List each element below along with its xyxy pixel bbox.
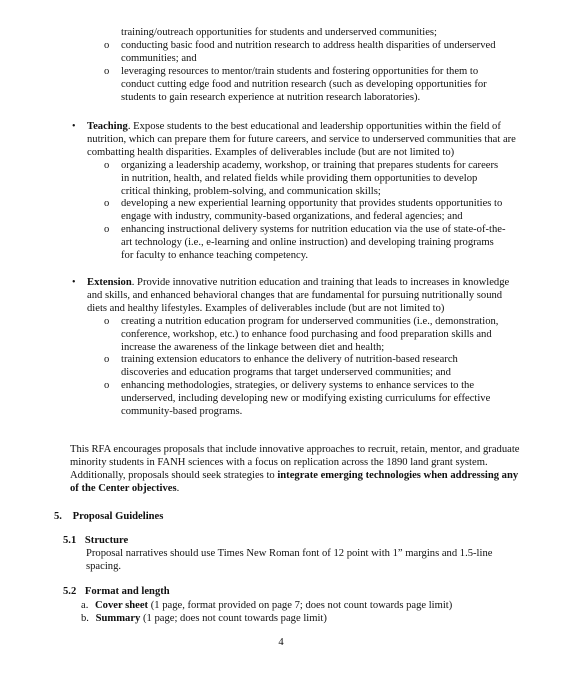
list-marker: o	[104, 39, 110, 51]
list-item-text: conducting basic food and nutrition research to address health disparities of underserved communities; and	[121, 39, 496, 64]
list-marker: o	[104, 380, 110, 392]
rfa-end: .	[176, 482, 180, 494]
list-item-text: creating a nutrition education program for underserved communities (i.e., demonstration, conference, workshop, etc.) to enhance food purchasing and food preparation skills and increase the awareness of the linkage between diet and health;	[121, 315, 499, 353]
list-item	[0, 66, 508, 105]
list-marker: o	[104, 354, 110, 366]
format-list	[81, 600, 521, 626]
section-title: Format and length	[84, 586, 170, 597]
list-item	[0, 380, 508, 419]
teaching-intro-text: . Expose students to the best educational and leadership opportunities within the field of nutrition, which can prepare them for future careers, and service to underserved communities that are combatting health disparities. Examples of deliverables include (but are not limited to)	[87, 121, 516, 158]
list-item-text: enhancing methodologies, strategies, or delivery systems to enhance services to the underserved, including developing new or modifying existing curriculums for effective community-based programs.	[121, 380, 491, 418]
page-number: 4	[278, 637, 284, 648]
list-item-text: organizing a leadership academy, workshop, or training that prepares students for careers in nutrition, health, and related fields while providing them opportunities to develop critical thinking, problem-solving, and communication skills;	[121, 159, 499, 197]
extension-section	[0, 277, 562, 419]
section-heading-5-2	[63, 586, 170, 599]
list-item	[0, 316, 508, 355]
rfa-text: This RFA encourages proposals that include innovative approaches to recruit, retain, mentor, and graduate minority students in FANH sciences with a focus on replication across the 1890 land grant system. Additionally, proposals should seek strategies to	[70, 444, 520, 481]
list-item	[81, 600, 521, 613]
section-title: Structure	[84, 535, 129, 546]
list-marker: b.	[81, 612, 89, 624]
list-marker: o	[104, 159, 110, 171]
list-marker: o	[104, 224, 110, 236]
section-heading-5	[54, 511, 163, 524]
section-heading-5-1	[63, 535, 128, 548]
list-item-text: (1 page; does not count towards page limit)	[140, 612, 327, 624]
list-item	[0, 224, 508, 263]
list-item	[0, 198, 508, 224]
section-title: Proposal Guidelines	[72, 511, 164, 522]
list-item-text: (1 page, format provided on page 7; does not count towards page limit)	[148, 600, 453, 611]
bullet-icon: •	[72, 277, 76, 288]
list-item	[0, 160, 508, 199]
list-item-bold: Cover sheet	[95, 600, 149, 611]
list-item-text: leveraging resources to mentor/train students and fostering opportunities for them to conduct cutting edge food and nutrition research (such as developing opportunities for students to gain research experience at nutrition research laboratories).	[121, 65, 487, 103]
rfa-paragraph	[70, 444, 520, 496]
list-item-text: developing a new experiential learning opportunity that provides students opportunities to engage with industry, community-based organizations, and federal agencies; and	[121, 198, 503, 223]
structure-paragraph: Proposal narratives should use Times New Roman font of 12 point with 1” margins and 1.5-line spacing.	[86, 548, 493, 572]
list-marker: o	[104, 198, 110, 210]
extension-intro	[0, 277, 517, 316]
list-item	[0, 40, 508, 66]
list-item-text: training extension educators to enhance the delivery of nutrition-based research discoveries and education programs that target underserved communities; and	[121, 354, 458, 379]
list-item	[0, 354, 508, 380]
list-item-text: enhancing instructional delivery systems for nutrition education via the use of state-of-the-art technology (i.e., e-learning and online instruction) and developing training programs for faculty to enhance teaching competency.	[121, 224, 506, 262]
list-item	[0, 27, 508, 40]
list-marker: a.	[81, 600, 89, 611]
section-number: 5.1	[63, 535, 77, 546]
extension-intro-text: . Provide innovative nutrition education and training that leads to increases in knowledge and skills, and enhanced behavioral changes that are fundamental for pursuing nutritionally sound diets and healthy lifestyles. Examples of deliverables include (but are not limited to)	[87, 277, 510, 314]
list-marker: o	[104, 315, 110, 327]
teaching-intro	[0, 121, 517, 160]
list-item-text: training/outreach opportunities for students and underserved communities;	[121, 27, 437, 38]
section-number: 5.	[54, 511, 62, 522]
bullet-icon: •	[72, 121, 76, 132]
extension-title: Extension	[87, 277, 132, 288]
teaching-section	[0, 121, 562, 263]
section-number: 5.2	[63, 586, 77, 597]
top-sub-list	[0, 27, 562, 104]
rfa-bold-text: integrate emerging technologies when addressing any of the Center objectives	[70, 469, 519, 494]
list-marker: o	[104, 65, 110, 77]
list-item	[81, 613, 521, 626]
teaching-title: Teaching	[87, 121, 128, 132]
list-item-bold: Summary	[95, 612, 141, 624]
